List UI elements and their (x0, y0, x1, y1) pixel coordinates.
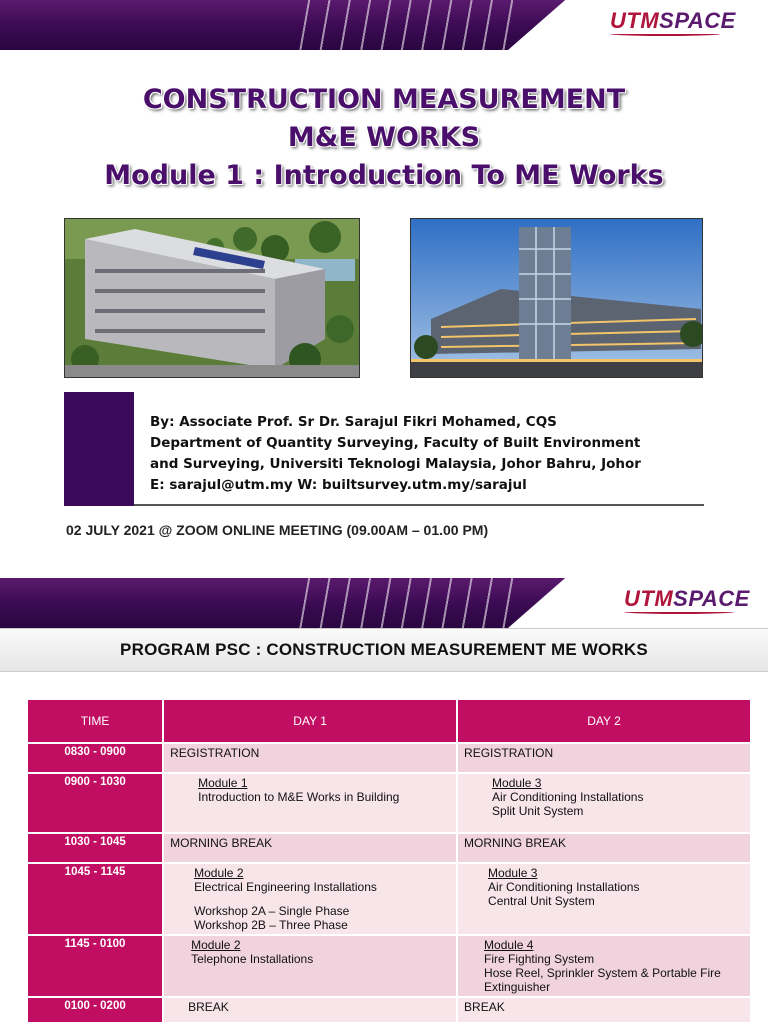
cell-text: BREAK (464, 1000, 505, 1014)
building-model-photo (64, 218, 360, 378)
table-row (27, 863, 751, 935)
cell-text: MORNING BREAK (170, 836, 273, 850)
row-day1-cell (163, 997, 457, 1023)
banner-top-gap (0, 548, 768, 578)
row-day1-cell (163, 833, 457, 863)
program-title: PROGRAM PSC : CONSTRUCTION MEASUREMENT ME WORKS (120, 640, 648, 659)
banner-stripes-2 (298, 578, 518, 628)
row-day2-cell (457, 863, 751, 935)
cell-text: BREAK (188, 1000, 229, 1014)
logo-space-text: SPACE (659, 8, 736, 33)
row-time: 1145 - 0100 (27, 935, 163, 997)
table-row (27, 773, 751, 833)
header-time: TIME (27, 699, 163, 743)
utmspace-logo-2 (624, 586, 750, 614)
cell-text: REGISTRATION (170, 746, 260, 760)
row-time: 1030 - 1045 (27, 833, 163, 863)
utmspace-logo (610, 8, 736, 36)
cell-text: Workshop 2B – Three Phase (194, 918, 348, 932)
author-department: Department of Quantity Surveying, Faculty of Built Environment (150, 435, 641, 451)
row-time: 0830 - 0900 (27, 743, 163, 773)
module-label: Module 3 (488, 866, 538, 880)
row-time: 0100 - 0200 (27, 997, 163, 1023)
building-model-image (65, 219, 360, 378)
author-contact: E: sarajul@utm.my W: builtsurvey.utm.my/sarajul (150, 477, 527, 493)
row-day1-cell (163, 773, 457, 833)
session-date: 02 JULY 2021 @ ZOOM ONLINE MEETING (09.00AM – 01.00 PM) (66, 522, 489, 538)
schedule-table (26, 698, 752, 1024)
title-line-2: M&E WORKS (287, 122, 481, 153)
logo-utm-text: UTM (610, 8, 660, 33)
cell-text: Workshop 2A – Single Phase (194, 904, 350, 918)
logo-space-text-2: SPACE (673, 586, 750, 611)
row-day1-cell (163, 935, 457, 997)
cell-text: Electrical Engineering Installations (194, 880, 377, 894)
carpark-building-image (411, 219, 703, 378)
cell-text: Split Unit System (492, 804, 584, 818)
row-day2-cell (457, 935, 751, 997)
module-label: Module 3 (492, 776, 542, 790)
cell-text: Telephone Installations (191, 952, 314, 966)
row-day2-cell (457, 773, 751, 833)
row-day2-cell (457, 833, 751, 863)
table-row (27, 935, 751, 997)
cell-text: Extinguisher (484, 980, 551, 994)
row-day1-cell (163, 863, 457, 935)
author-university: and Surveying, Universiti Teknologi Malaysia, Johor Bahru, Johor (150, 456, 641, 472)
module-label: Module 2 (194, 866, 244, 880)
cell-text: Introduction to M&E Works in Building (198, 790, 400, 804)
module-label: Module 4 (484, 938, 534, 952)
row-time: 1045 - 1145 (27, 863, 163, 935)
module-label: Module 2 (191, 938, 241, 952)
header-day-2: DAY 2 (457, 699, 751, 743)
cell-text: Fire Fighting System (484, 952, 595, 966)
author-accent-bar (64, 392, 134, 506)
author-underline (134, 504, 704, 506)
table-header-row (27, 699, 751, 743)
row-time: 0900 - 1030 (27, 773, 163, 833)
table-row (27, 997, 751, 1023)
author-block (64, 392, 704, 506)
title-line-3: Module 1 : Introduction To ME Works (104, 160, 664, 191)
program-slide (0, 548, 768, 1024)
cell-text: Central Unit System (488, 894, 595, 908)
row-day1-cell (163, 743, 457, 773)
cell-text: REGISTRATION (464, 746, 554, 760)
carpark-building-photo (410, 218, 703, 378)
table-row (27, 833, 751, 863)
author-name: By: Associate Prof. Sr Dr. Sarajul Fikri Mohamed, CQS (150, 414, 557, 430)
cell-spacer (194, 894, 450, 904)
program-title-bar (0, 628, 768, 672)
table-row (27, 743, 751, 773)
banner-stripes (298, 0, 518, 50)
cell-text: MORNING BREAK (464, 836, 567, 850)
cell-text: Hose Reel, Sprinkler System & Portable Fire (484, 966, 721, 980)
title-line-1: CONSTRUCTION MEASUREMENT (142, 84, 626, 115)
cell-text: Air Conditioning Installations (492, 790, 644, 804)
header-day-1: DAY 1 (163, 699, 457, 743)
author-details (150, 412, 641, 496)
logo-utm-text-2: UTM (624, 586, 674, 611)
cell-text: Air Conditioning Installations (488, 880, 640, 894)
row-day2-cell (457, 743, 751, 773)
row-day2-cell (457, 997, 751, 1023)
module-label: Module 1 (198, 776, 248, 790)
